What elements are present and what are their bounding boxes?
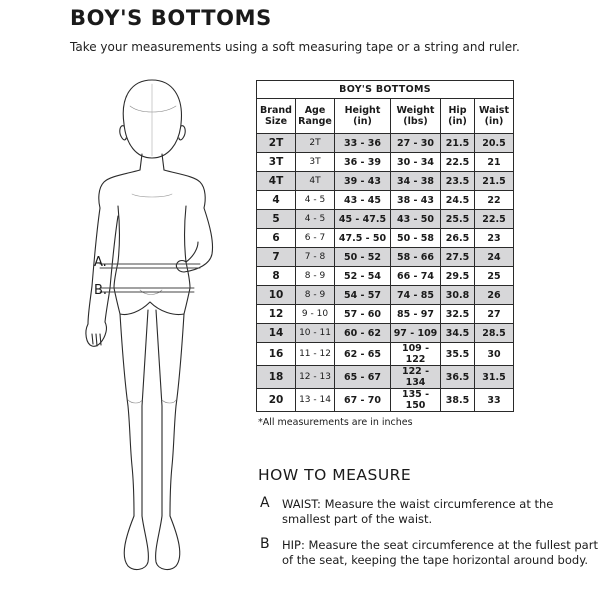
table-row [257,343,514,366]
column-header-line: Weight [396,105,435,116]
cell-brand-size: 5 [257,210,296,229]
cell-waist: 30 [475,343,514,366]
cell-hip: 27.5 [441,248,475,267]
cell-hip: 22.5 [441,153,475,172]
cell-waist: 22 [475,191,514,210]
cell-waist: 23 [475,229,514,248]
cell-waist: 27 [475,305,514,324]
column-header-hip [441,99,475,134]
cell-weight: 50 - 58 [391,229,441,248]
column-header-line: (in) [448,116,467,127]
column-header-line: Size [264,116,288,127]
cell-hip: 25.5 [441,210,475,229]
cell-weight: 27 - 30 [391,134,441,153]
cell-weight: 38 - 43 [391,191,441,210]
cell-waist: 22.5 [475,210,514,229]
cell-height: 52 - 54 [335,267,391,286]
column-header-line: Hip [448,105,467,116]
cell-height: 62 - 65 [335,343,391,366]
cell-age-range: 7 - 8 [296,248,335,267]
cell-brand-size: 6 [257,229,296,248]
column-header-line: Range [298,116,332,127]
cell-waist: 21 [475,153,514,172]
cell-hip: 23.5 [441,172,475,191]
size-chart-table [256,80,514,412]
cell-hip: 30.8 [441,286,475,305]
how-to-measure-heading: HOW TO MEASURE [258,466,412,484]
cell-hip: 35.5 [441,343,475,366]
cell-waist: 31.5 [475,366,514,389]
boy-figure-illustration [60,66,240,596]
hip-marker-label: B. [94,283,108,298]
table-row [257,191,514,210]
cell-brand-size: 20 [257,389,296,412]
column-header-waist [475,99,514,134]
cell-weight: 85 - 97 [391,305,441,324]
table-row [257,286,514,305]
instruction-text: WAIST: Measure the waist circumference at the smallest part of the waist. [282,497,554,526]
cell-brand-size: 18 [257,366,296,389]
cell-brand-size: 10 [257,286,296,305]
waist-marker-label: A. [94,255,107,270]
cell-brand-size: 3T [257,153,296,172]
column-header-line: Brand [260,105,292,116]
table-row [257,267,514,286]
cell-height: 39 - 43 [335,172,391,191]
cell-weight: 30 - 34 [391,153,441,172]
cell-waist: 25 [475,267,514,286]
page-subtitle: Take your measurements using a soft measuring tape or a string and ruler. [70,40,520,54]
cell-age-range: 12 - 13 [296,366,335,389]
column-header-line: Height [344,105,381,116]
cell-brand-size: 12 [257,305,296,324]
cell-waist: 33 [475,389,514,412]
cell-weight: 109 - 122 [391,343,441,366]
cell-height: 36 - 39 [335,153,391,172]
cell-age-range: 9 - 10 [296,305,335,324]
cell-brand-size: 4 [257,191,296,210]
cell-brand-size: 14 [257,324,296,343]
cell-weight: 97 - 109 [391,324,441,343]
column-header-weight [391,99,441,134]
table-row [257,134,514,153]
cell-weight: 34 - 38 [391,172,441,191]
cell-age-range: 6 - 7 [296,229,335,248]
cell-waist: 26 [475,286,514,305]
column-header-age-range [296,99,335,134]
cell-waist: 21.5 [475,172,514,191]
table-row [257,324,514,343]
cell-hip: 21.5 [441,134,475,153]
instruction-letter: A [260,495,270,511]
cell-age-range: 8 - 9 [296,267,335,286]
cell-hip: 24.5 [441,191,475,210]
cell-brand-size: 7 [257,248,296,267]
cell-hip: 36.5 [441,366,475,389]
cell-weight: 58 - 66 [391,248,441,267]
cell-height: 57 - 60 [335,305,391,324]
column-header-line: Waist [478,105,509,116]
table-row [257,389,514,412]
cell-age-range: 4 - 5 [296,191,335,210]
cell-weight: 135 - 150 [391,389,441,412]
cell-height: 45 - 47.5 [335,210,391,229]
column-header-line: Age [304,105,326,116]
table-row [257,305,514,324]
cell-waist: 20.5 [475,134,514,153]
cell-age-range: 4 - 5 [296,210,335,229]
table-row [257,172,514,191]
cell-hip: 29.5 [441,267,475,286]
cell-waist: 28.5 [475,324,514,343]
page-title: BOY'S BOTTOMS [70,6,272,30]
cell-hip: 26.5 [441,229,475,248]
table-row [257,153,514,172]
table-row [257,248,514,267]
cell-brand-size: 16 [257,343,296,366]
cell-hip: 38.5 [441,389,475,412]
instruction-letter: B [260,536,270,552]
cell-age-range: 8 - 9 [296,286,335,305]
instruction-text: HIP: Measure the seat circumference at the fullest part of the seat, keeping the tape horizontal around body. [282,538,598,567]
cell-weight: 43 - 50 [391,210,441,229]
cell-height: 67 - 70 [335,389,391,412]
cell-hip: 34.5 [441,324,475,343]
cell-height: 33 - 36 [335,134,391,153]
cell-age-range: 2T [296,134,335,153]
cell-brand-size: 2T [257,134,296,153]
cell-age-range: 10 - 11 [296,324,335,343]
column-header-brand-size [257,99,296,134]
cell-hip: 32.5 [441,305,475,324]
cell-height: 60 - 62 [335,324,391,343]
table-row [257,229,514,248]
column-header-height [335,99,391,134]
cell-weight: 66 - 74 [391,267,441,286]
column-header-line: (in) [353,116,372,127]
cell-waist: 24 [475,248,514,267]
cell-age-range: 4T [296,172,335,191]
measurement-units-note: *All measurements are in inches [258,417,413,428]
cell-height: 54 - 57 [335,286,391,305]
cell-height: 47.5 - 50 [335,229,391,248]
cell-age-range: 11 - 12 [296,343,335,366]
cell-age-range: 3T [296,153,335,172]
cell-brand-size: 4T [257,172,296,191]
cell-height: 50 - 52 [335,248,391,267]
table-row [257,366,514,389]
table-row [257,210,514,229]
column-header-line: (in) [484,116,504,127]
cell-height: 43 - 45 [335,191,391,210]
cell-age-range: 13 - 14 [296,389,335,412]
cell-height: 65 - 67 [335,366,391,389]
cell-weight: 122 - 134 [391,366,441,389]
cell-weight: 74 - 85 [391,286,441,305]
cell-brand-size: 8 [257,267,296,286]
column-header-line: (lbs) [403,116,428,127]
size-chart-caption: BOY'S BOTTOMS [257,81,514,99]
